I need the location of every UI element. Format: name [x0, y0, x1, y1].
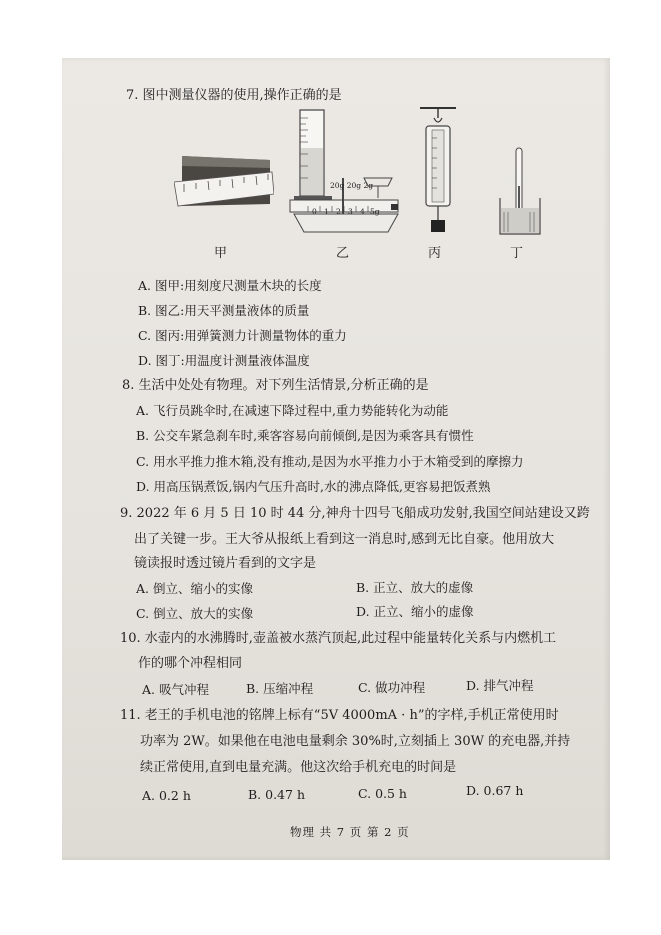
question-7-stem: 7. 图中测量仪器的使用,操作正确的是 — [126, 88, 342, 103]
question-10-stem-line-2: 作的哪个冲程相同 — [138, 656, 243, 671]
question-10-option-b: B. 压缩冲程 — [246, 681, 314, 696]
question-10-stem-line-1: 10. 水壶内的水沸腾时,壶盖被水蒸汽顶起,此过程中能量转化关系与内燃机工 — [120, 631, 557, 646]
question-9-stem-line-3: 镜读报时透过镜片看到的文字是 — [134, 556, 317, 571]
question-9-stem-line-1: 9. 2022 年 6 月 5 日 10 时 44 分,神舟十四号飞船成功发射,我国空间站建设又跨 — [120, 506, 590, 521]
question-11-option-c: C. 0.5 h — [358, 786, 407, 801]
question-7-option-d: D. 图丁:用温度计测量液体温度 — [138, 353, 310, 368]
exam-page — [62, 58, 610, 860]
figure-label-jia: 甲 — [214, 246, 228, 261]
scale-mark: 1 — [324, 207, 329, 216]
figure-label-yi: 乙 — [336, 246, 350, 261]
scale-mark: 3 — [348, 207, 353, 216]
question-11-stem-line-3: 续正常使用,直到电量充满。他这次给手机充电的时间是 — [140, 760, 457, 775]
question-8-option-b: B. 公交车紧急刹车时,乘客容易向前倾倒,是因为乘客具有惯性 — [136, 428, 474, 443]
question-9-option-c: C. 倒立、放大的实像 — [136, 606, 254, 621]
question-10-option-c: C. 做功冲程 — [358, 680, 426, 695]
question-7-option-a: A. 图甲:用刻度尺测量木块的长度 — [138, 278, 322, 293]
question-9-option-a: A. 倒立、缩小的实像 — [136, 581, 253, 596]
scale-mark: 2 — [336, 207, 341, 216]
question-11-stem-line-1: 11. 老王的手机电池的铭牌上标有“5V 4000mA · h”的字样,手机正常使用时 — [120, 708, 559, 723]
question-8-option-a: A. 飞行员跳伞时,在减速下降过程中,重力势能转化为动能 — [136, 403, 449, 418]
figure-spring-scale — [416, 104, 460, 236]
question-10-option-d: D. 排气冲程 — [466, 678, 534, 693]
page-footer: 物理 共 7 页 第 2 页 — [290, 825, 410, 839]
question-9-stem-line-2: 出了关键一步。王大爷从报纸上看到这一消息时,感到无比自豪。他用放大 — [134, 532, 555, 547]
question-8-stem: 8. 生活中处处有物理。对下列生活情景,分析正确的是 — [122, 378, 429, 393]
scale-mark: 4 — [360, 207, 365, 216]
question-10-option-a: A. 吸气冲程 — [142, 682, 209, 697]
question-8-option-c: C. 用水平推力推木箱,没有推动,是因为水平推力小于木箱受到的摩擦力 — [136, 454, 524, 469]
question-11-option-d: D. 0.67 h — [466, 783, 524, 798]
question-11-option-a: A. 0.2 h — [142, 788, 191, 803]
question-9-option-d: D. 正立、缩小的虚像 — [356, 604, 474, 619]
figure-ruler-block — [174, 154, 274, 220]
figure-balance-cylinder — [288, 108, 406, 238]
question-8-option-d: D. 用高压锅煮饭,锅内气压升高时,水的沸点降低,更容易把饭煮熟 — [136, 479, 491, 494]
question-11-option-b: B. 0.47 h — [248, 787, 305, 802]
scale-mark: 0 — [312, 207, 317, 216]
scale-mark: 5g — [370, 207, 380, 216]
question-11-stem-line-2: 功率为 2W。如果他在电池电量剩余 30%时,立刻插上 30W 的充电器,并持 — [140, 734, 571, 749]
question-9-option-b: B. 正立、放大的虚像 — [356, 580, 474, 595]
question-7-option-c: C. 图丙:用弹簧测力计测量物体的重力 — [138, 328, 347, 343]
figure-label-bing: 丙 — [428, 246, 442, 261]
figure-label-ding: 丁 — [510, 246, 524, 261]
question-7-option-b: B. 图乙:用天平测量液体的质量 — [138, 303, 310, 318]
balance-weights-label: 20g 20g 2g — [330, 181, 374, 190]
figure-thermometer-beaker — [496, 146, 546, 238]
